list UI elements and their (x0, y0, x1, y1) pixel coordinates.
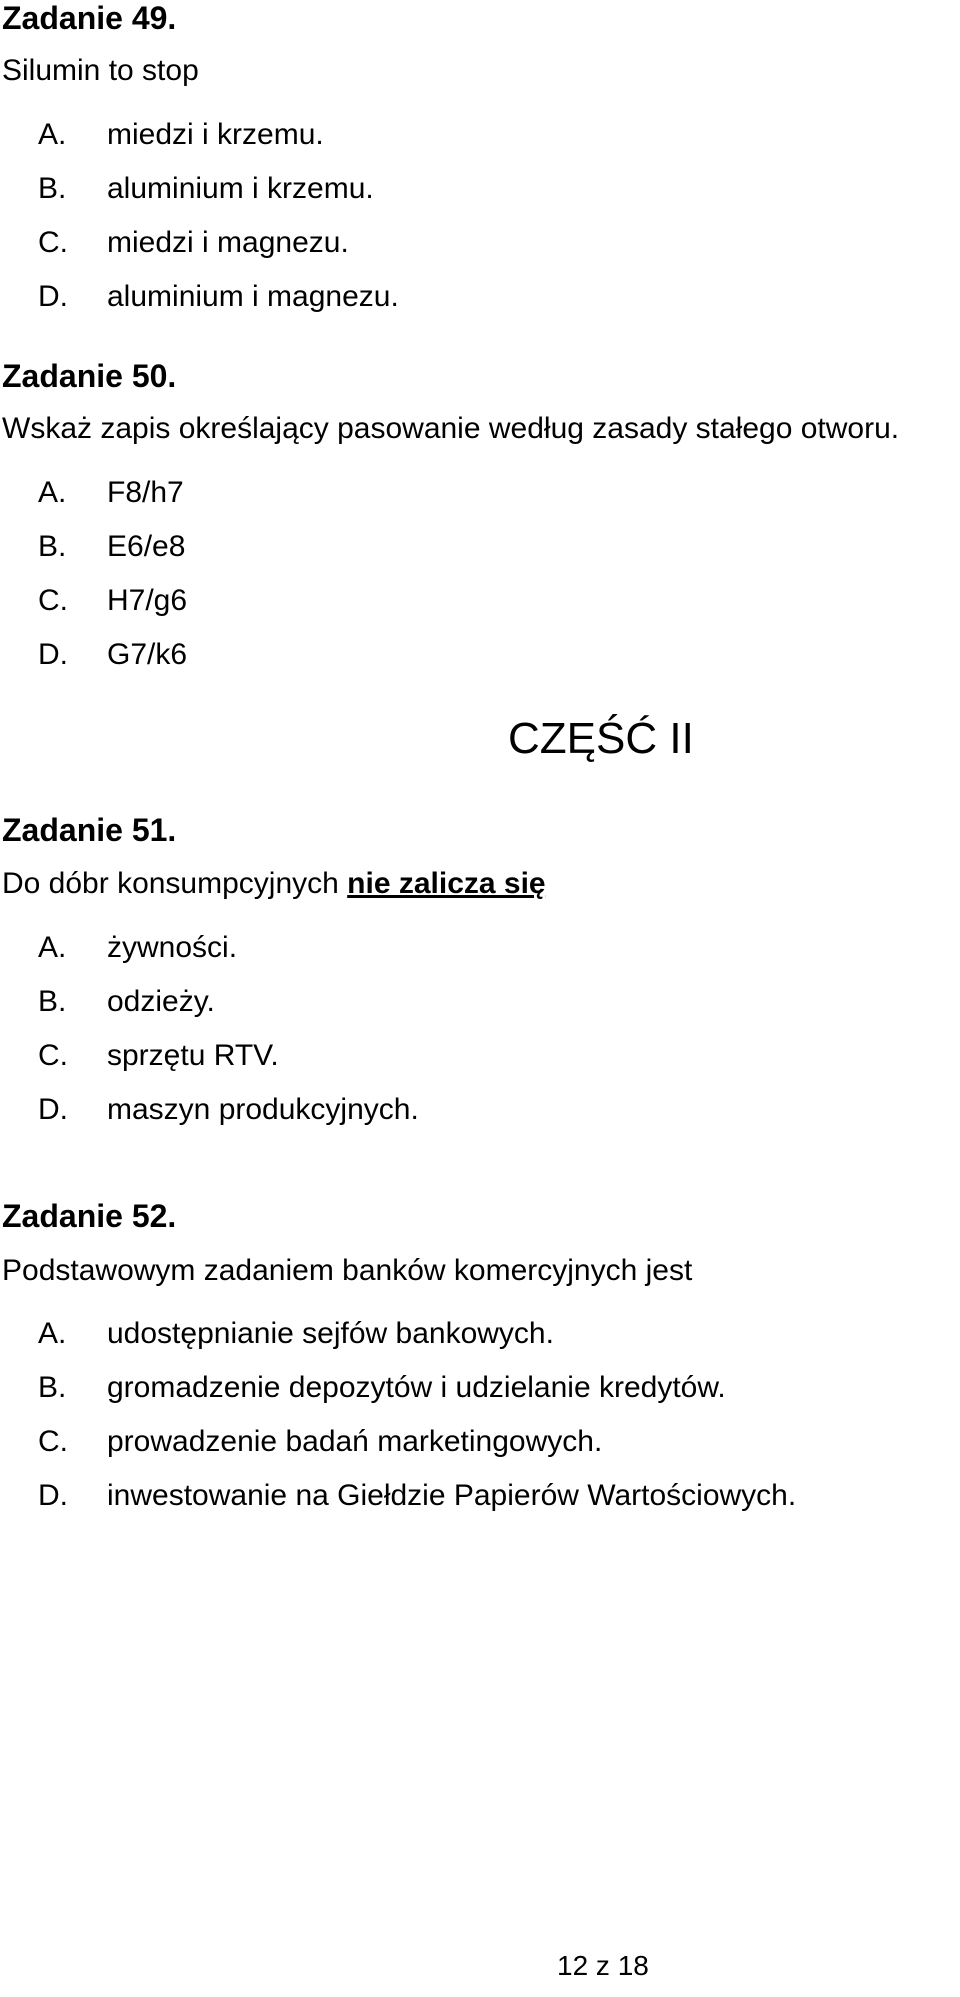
page-number: 12 z 18 (557, 1950, 649, 1981)
option-text: miedzi i magnezu. (107, 226, 349, 259)
option-letter: A. (38, 1317, 67, 1350)
question-51-emphasis: nie zalicza się (347, 867, 546, 900)
option-letter: B. (38, 530, 67, 563)
question-52-heading: Zadanie 52. (2, 1198, 177, 1234)
option-letter: A. (38, 476, 67, 509)
option-letter: C. (38, 584, 68, 617)
option-letter: B. (38, 985, 67, 1018)
option-letter: C. (38, 1425, 68, 1458)
option-letter: B. (38, 1371, 67, 1404)
option-text: odzieży. (107, 985, 215, 1018)
option-text: aluminium i krzemu. (107, 172, 374, 205)
question-52-text: Podstawowym zadaniem banków komercyjnych jest (2, 1254, 693, 1287)
question-51-heading: Zadanie 51. (2, 812, 177, 848)
option-text: udostępnianie sejfów bankowych. (107, 1317, 554, 1350)
option-text: G7/k6 (107, 638, 188, 671)
option-letter: D. (38, 280, 68, 313)
option-text: H7/g6 (107, 584, 188, 617)
option-text: miedzi i krzemu. (107, 118, 324, 151)
option-text: inwestowanie na Giełdzie Papierów Wartościowych. (107, 1479, 797, 1512)
option-text: gromadzenie depozytów i udzielanie kredytów. (107, 1371, 726, 1404)
option-letter: C. (38, 1039, 68, 1072)
option-text: maszyn produkcyjnych. (107, 1093, 419, 1126)
option-letter: B. (38, 172, 67, 205)
question-50-heading: Zadanie 50. (2, 358, 177, 394)
option-text: F8/h7 (107, 476, 184, 509)
option-letter: D. (38, 1093, 68, 1126)
option-text: sprzętu RTV. (107, 1039, 279, 1072)
question-49-text: Silumin to stop (2, 54, 199, 87)
option-letter: A. (38, 931, 67, 964)
option-text: prowadzenie badań marketingowych. (107, 1425, 603, 1458)
option-text: aluminium i magnezu. (107, 280, 399, 313)
option-text: E6/e8 (107, 530, 186, 563)
option-letter: D. (38, 1479, 68, 1512)
part-title: CZĘŚĆ II (508, 714, 694, 763)
option-letter: C. (38, 226, 68, 259)
option-letter: D. (38, 638, 68, 671)
question-49-heading: Zadanie 49. (2, 0, 177, 36)
option-text: żywności. (107, 931, 238, 964)
question-50-text: Wskaż zapis określający pasowanie według zasady stałego otworu. (2, 412, 900, 445)
question-51-text (2, 867, 546, 901)
question-51-prefix: Do dóbr konsumpcyjnych (2, 867, 348, 900)
option-letter: A. (38, 118, 67, 151)
